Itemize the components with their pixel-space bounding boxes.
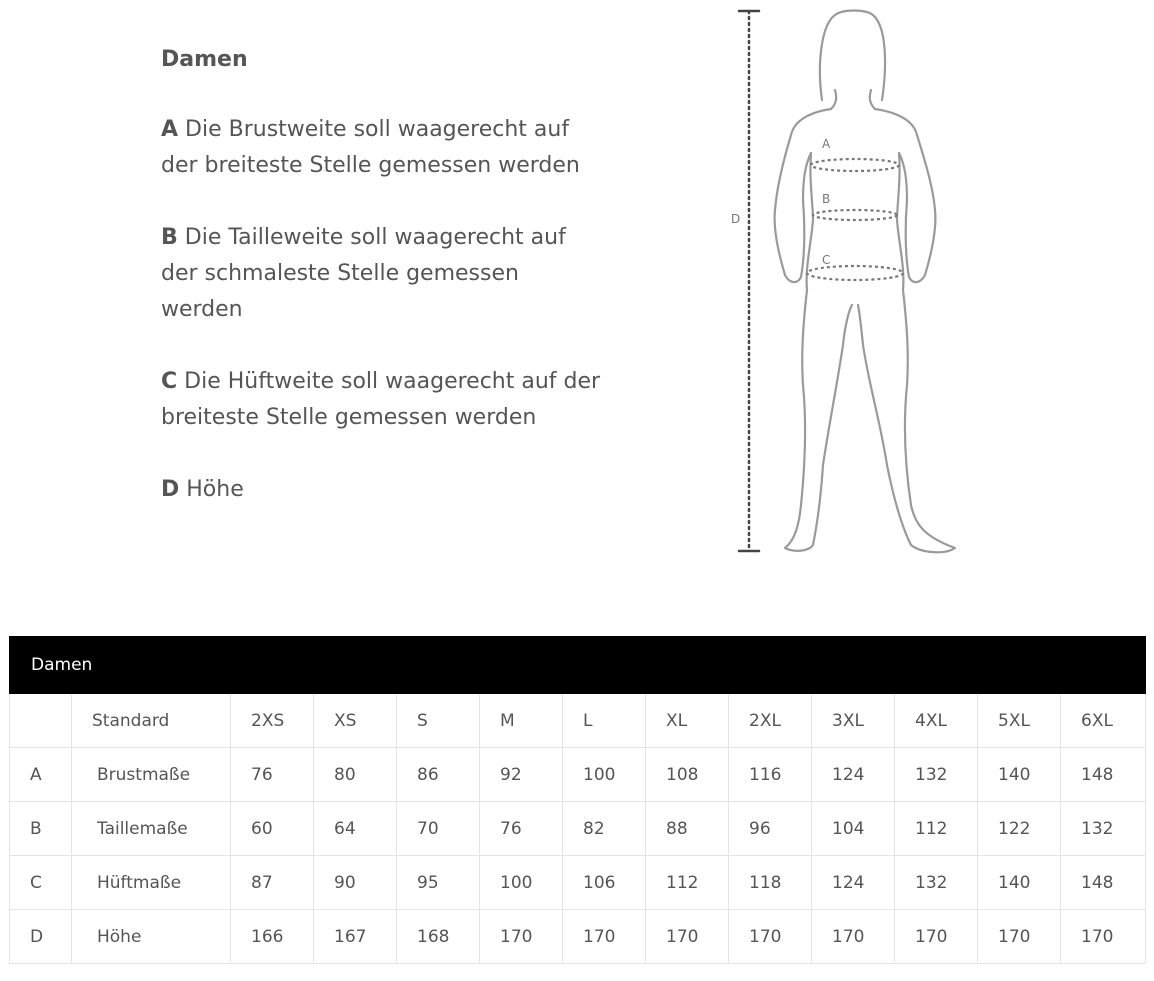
guide-letter: B [161,225,178,250]
right-arm-outline [875,109,935,282]
table-cell: D [10,910,72,964]
measurement-guide [161,42,601,544]
table-cell: C [10,856,72,910]
table-cell: 92 [480,748,563,802]
neck-outline [831,90,875,109]
table-row [10,748,1146,802]
guide-item-b [161,220,601,328]
table-cell: 170 [646,910,729,964]
table-cell: 100 [563,748,646,802]
label-c: C [822,253,831,267]
bust-measure-line [811,159,899,171]
table-header-cell: Standard [72,694,231,748]
table-cell: 132 [1061,802,1146,856]
table-cell: 112 [646,856,729,910]
table-cell: 140 [978,856,1061,910]
table-cell: 104 [812,802,895,856]
label-a: A [822,137,831,151]
table-cell: 87 [231,856,314,910]
left-leg-outline [785,290,852,551]
size-table [9,636,1146,964]
table-cell: 168 [397,910,480,964]
table-cell: 82 [563,802,646,856]
table-cell: 166 [231,910,314,964]
table-cell: 118 [729,856,812,910]
guide-item-c [161,364,601,436]
table-title: Damen [10,637,1146,694]
table-row [10,802,1146,856]
table-header-cell: 2XS [231,694,314,748]
waist-measure-line [813,210,897,220]
guide-letter: C [161,369,178,394]
table-header-cell: XS [314,694,397,748]
table-cell: 76 [480,802,563,856]
guide-letter: A [161,117,179,142]
table-header-cell: 3XL [812,694,895,748]
table-cell: Höhe [72,910,231,964]
table-row [10,910,1146,964]
table-cell: 76 [231,748,314,802]
table-cell: 90 [314,856,397,910]
table-cell: 170 [563,910,646,964]
table-header-cell: 4XL [895,694,978,748]
table-cell: A [10,748,72,802]
table-cell: 64 [314,802,397,856]
table-cell: Brustmaße [72,748,231,802]
label-d: D [731,212,741,226]
table-header-cell: M [480,694,563,748]
table-cell: 132 [895,748,978,802]
table-header-row [10,694,1146,748]
table-cell: 122 [978,802,1061,856]
guide-item-a [161,112,601,184]
table-cell: 100 [480,856,563,910]
table-header-cell: L [563,694,646,748]
table-cell: 106 [563,856,646,910]
guide-letter: D [161,477,180,502]
table-cell: 124 [812,856,895,910]
table-cell: 70 [397,802,480,856]
table-cell: 124 [812,748,895,802]
guide-text: Höhe [186,477,244,502]
table-cell: 148 [1061,748,1146,802]
table-cell: 140 [978,748,1061,802]
table-cell: 170 [978,910,1061,964]
table-cell: 86 [397,748,480,802]
guide-text: Die Tailleweite soll waagerecht auf der schmaleste Stelle gemessen werden [161,225,566,322]
table-cell: Hüftmaße [72,856,231,910]
table-row [10,856,1146,910]
table-cell: 80 [314,748,397,802]
table-cell: 112 [895,802,978,856]
table-header-cell: 2XL [729,694,812,748]
table-cell: 88 [646,802,729,856]
table-cell: B [10,802,72,856]
table-cell: 170 [729,910,812,964]
table-cell: 170 [480,910,563,964]
table-header-cell: S [397,694,480,748]
table-cell: 108 [646,748,729,802]
table-header-cell [10,694,72,748]
table-cell: 132 [895,856,978,910]
table-cell: 96 [729,802,812,856]
table-cell: 167 [314,910,397,964]
guide-text: Die Hüftweite soll waagerecht auf der breiteste Stelle gemessen werden [161,369,601,430]
table-cell: 170 [1061,910,1146,964]
table-cell: 116 [729,748,812,802]
right-leg-outline [858,290,955,552]
table-cell: 148 [1061,856,1146,910]
table-cell: 170 [895,910,978,964]
table-cell: 60 [231,802,314,856]
hip-measure-line [807,266,903,280]
guide-text: Die Brustweite soll waagerecht auf der breiteste Stelle gemessen werden [161,117,580,178]
table-cell: 170 [812,910,895,964]
table-cell: Taillemaße [72,802,231,856]
table-header-cell: XL [646,694,729,748]
table-header-cell: 6XL [1061,694,1146,748]
table-cell: 95 [397,856,480,910]
table-header-cell: 5XL [978,694,1061,748]
guide-item-d [161,472,601,508]
torso-outline [807,153,904,290]
body-measurement-figure [725,5,985,565]
label-b: B [822,192,831,206]
guide-title: Damen [161,47,248,72]
head-outline [820,11,885,101]
